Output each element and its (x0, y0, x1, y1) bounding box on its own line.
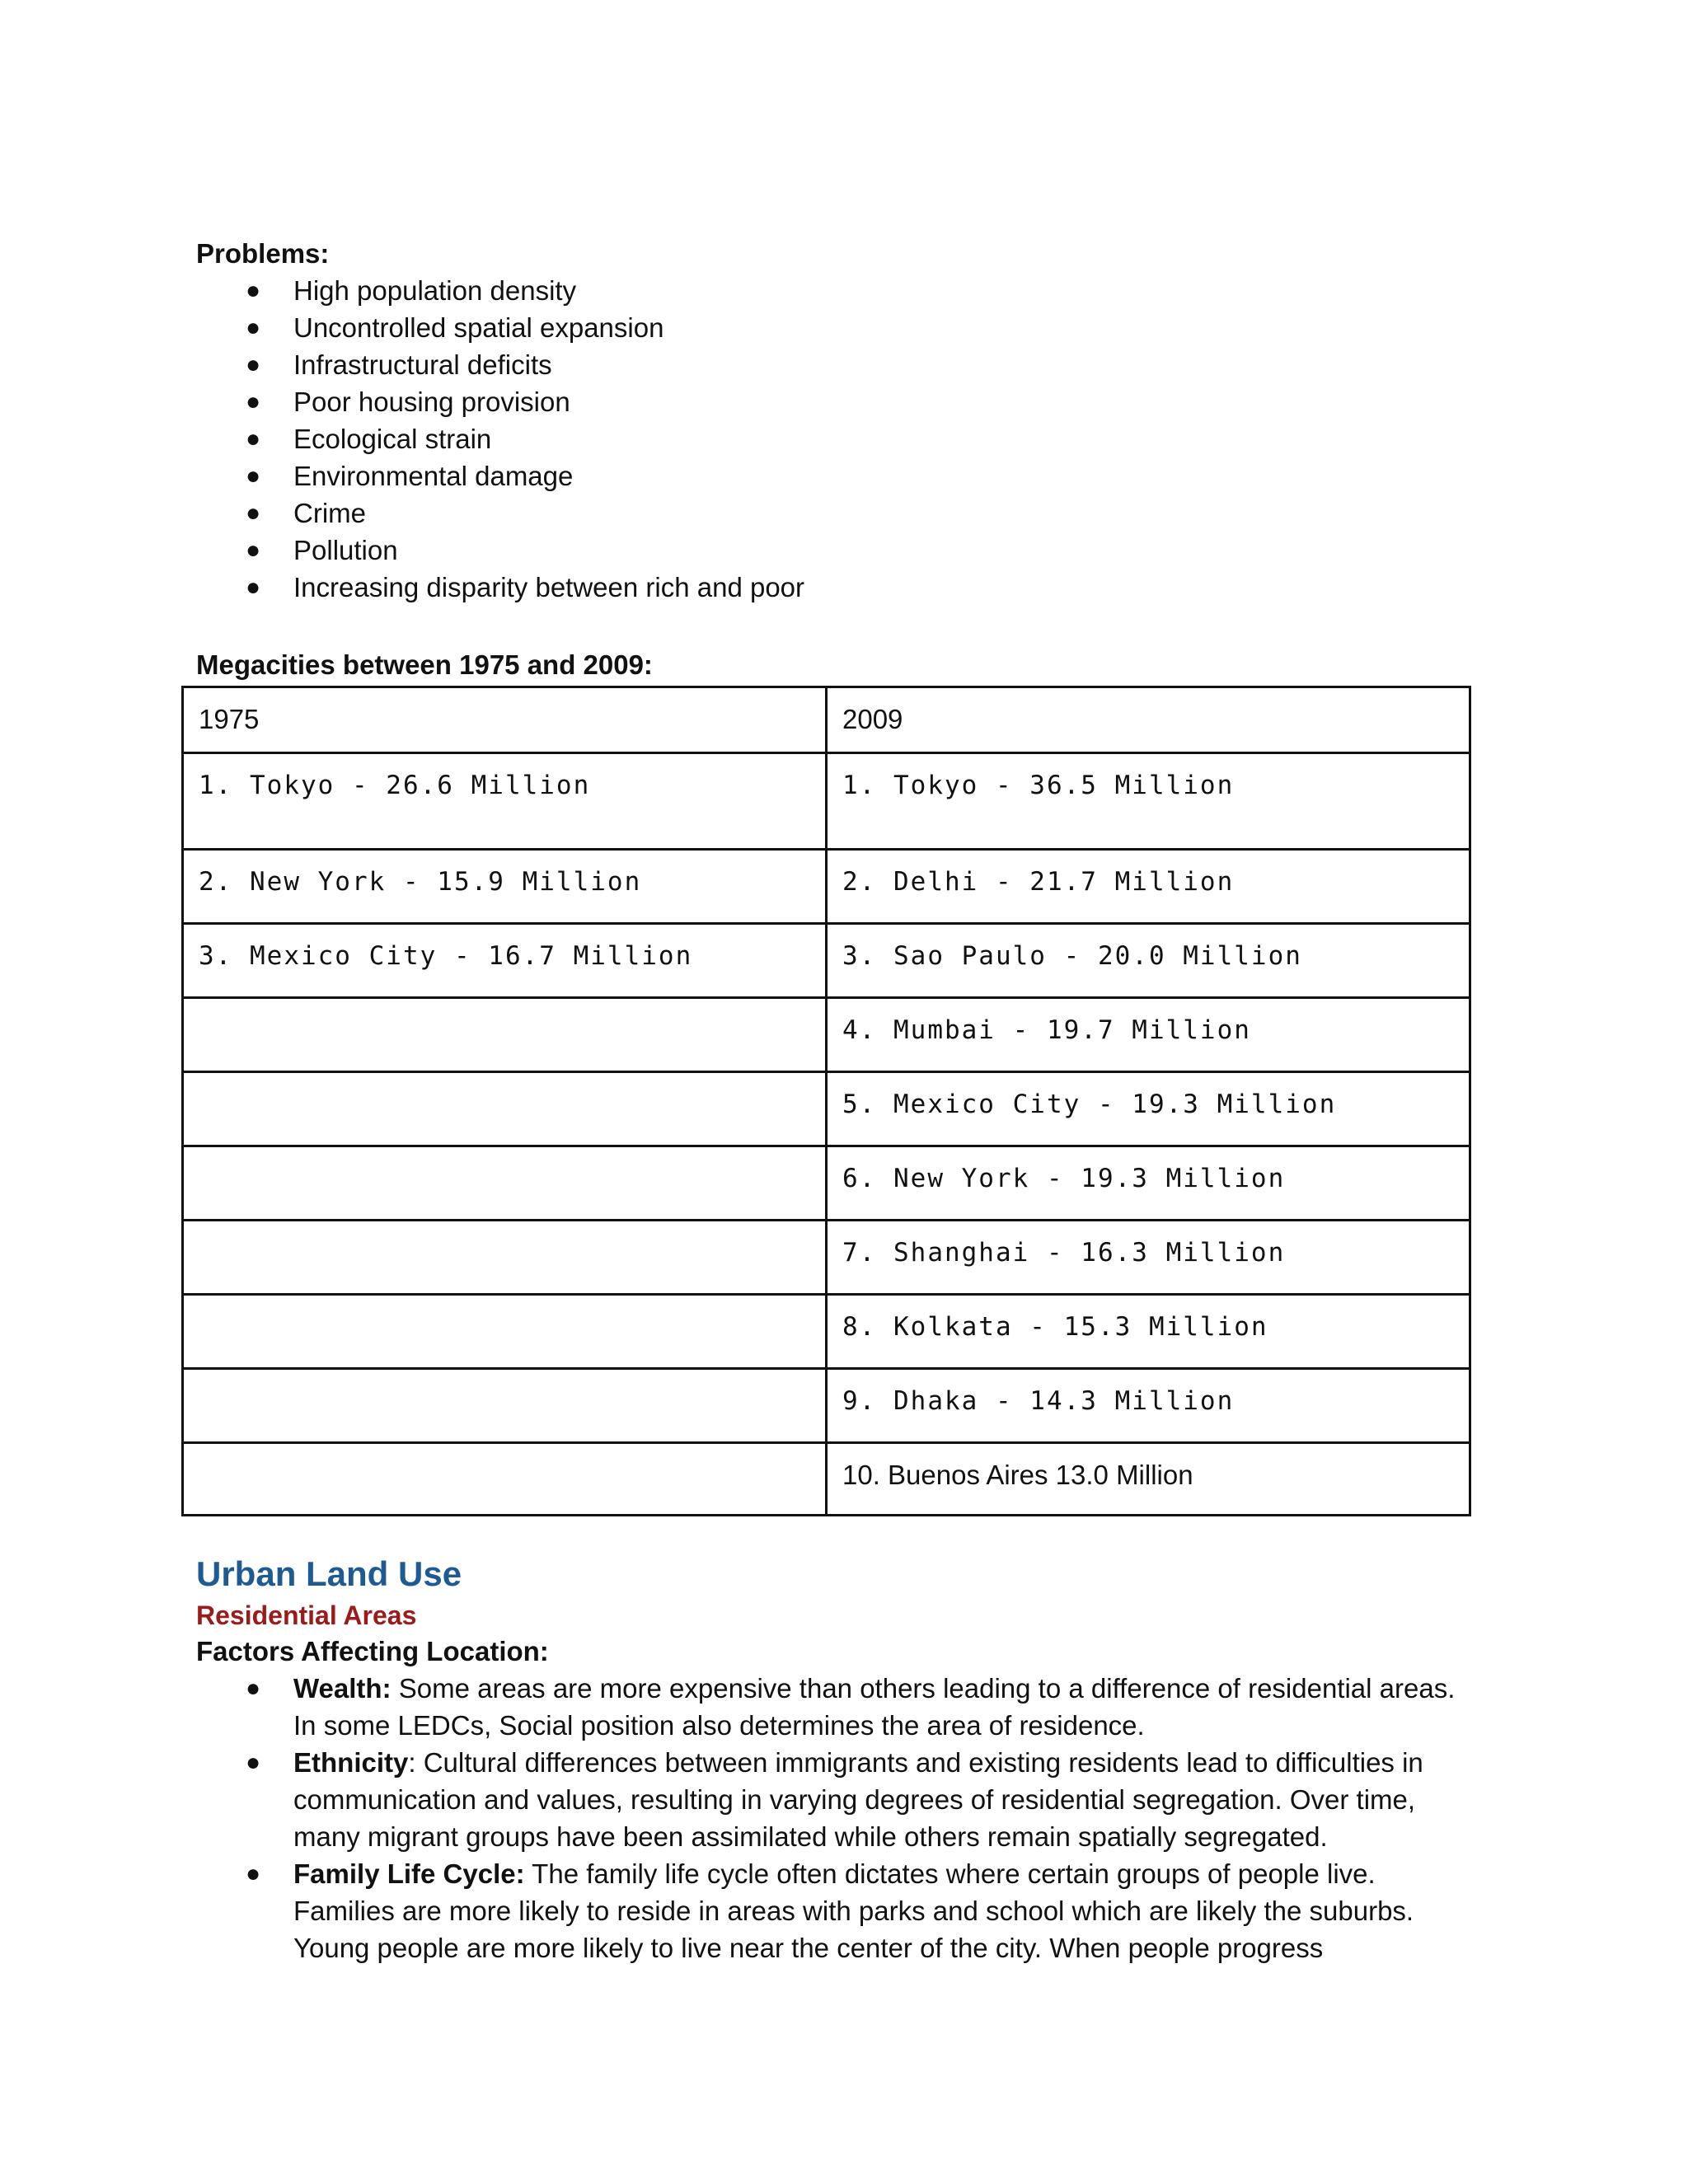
list-item (196, 1855, 1482, 1966)
table-cell-2009: 10. Buenos Aires 13.0 Million (827, 1443, 1470, 1516)
list-item-text: Poor housing provision (293, 387, 570, 417)
table-cell-1975: 3. Mexico City - 16.7 Million (183, 924, 827, 998)
bullet-icon: ● (246, 1675, 261, 1702)
megacities-table (181, 686, 1471, 1516)
table-cell-1975: 2. New York - 15.9 Million (183, 850, 827, 924)
table-row (183, 1443, 1470, 1516)
list-item (196, 420, 1482, 457)
list-item (196, 1744, 1482, 1855)
table-header-row (183, 687, 1470, 753)
column-header-2009: 2009 (827, 687, 1470, 753)
table-cell-1975 (183, 998, 827, 1072)
list-item-text: Infrastructural deficits (293, 349, 552, 380)
list-item-text: Uncontrolled spatial expansion (293, 312, 664, 343)
list-item-text: Environmental damage (293, 461, 574, 491)
table-cell-1975 (183, 1369, 827, 1443)
table-row (183, 1221, 1470, 1295)
list-item (196, 383, 1482, 420)
list-item-text: Increasing disparity between rich and poor (293, 572, 805, 602)
list-item-text: High population density (293, 275, 577, 306)
list-item (196, 346, 1482, 383)
table-row (183, 850, 1470, 924)
table-cell-1975 (183, 1146, 827, 1221)
problems-list (196, 272, 1482, 606)
table-cell-2009: 9. Dhaka - 14.3 Million (827, 1369, 1470, 1443)
table-cell-1975 (183, 1221, 827, 1295)
list-item (196, 309, 1482, 346)
table-cell-2009: 4. Mumbai - 19.7 Million (827, 998, 1470, 1072)
bullet-icon: ● (246, 1860, 261, 1887)
table-row (183, 753, 1470, 850)
factor-term: Family Life Cycle: (293, 1858, 525, 1889)
table-row (183, 924, 1470, 998)
list-item (196, 457, 1482, 494)
factors-list (196, 1670, 1482, 1966)
table-row (183, 1369, 1470, 1443)
list-item (196, 569, 1482, 606)
bullet-icon: ● (246, 388, 261, 415)
bullet-icon: ● (246, 351, 261, 378)
table-cell-1975 (183, 1072, 827, 1146)
bullet-icon: ● (246, 314, 261, 341)
bullet-icon: ● (246, 1749, 261, 1776)
table-cell-1975: 1. Tokyo - 26.6 Million (183, 753, 827, 850)
bullet-icon: ● (246, 277, 261, 304)
megacities-heading: Megacities between 1975 and 2009: (196, 649, 653, 680)
list-item (196, 494, 1482, 532)
table-cell-2009: 3. Sao Paulo - 20.0 Million (827, 924, 1470, 998)
document-content (196, 236, 1482, 1966)
table-row (183, 998, 1470, 1072)
table-cell-1975 (183, 1443, 827, 1516)
bullet-icon: ● (246, 574, 261, 601)
bullet-icon: ● (246, 499, 261, 527)
table-row (183, 1295, 1470, 1369)
list-item-text: Pollution (293, 535, 398, 565)
bullet-icon: ● (246, 425, 261, 452)
section-title: Urban Land Use (196, 1554, 462, 1593)
bullet-icon: ● (246, 462, 261, 490)
column-header-1975: 1975 (183, 687, 827, 753)
table-row (183, 1146, 1470, 1221)
table-cell-2009: 8. Kolkata - 15.3 Million (827, 1295, 1470, 1369)
list-item-text: Ecological strain (293, 424, 492, 454)
table-cell-2009: 6. New York - 19.3 Million (827, 1146, 1470, 1221)
table-cell-2009: 1. Tokyo - 36.5 Million (827, 753, 1470, 850)
bullet-icon: ● (246, 537, 261, 564)
list-item (196, 272, 1482, 309)
factors-heading: Factors Affecting Location: (196, 1636, 549, 1666)
factor-term: Wealth: (293, 1673, 392, 1704)
factor-term: Ethnicity (293, 1747, 409, 1778)
problems-heading: Problems: (196, 238, 330, 269)
table-cell-2009: 7. Shanghai - 16.3 Million (827, 1221, 1470, 1295)
table-cell-2009: 2. Delhi - 21.7 Million (827, 850, 1470, 924)
factor-text: : Cultural differences between immigrants and existing residents lead to difficulties in communication and values, resulting in varying degrees of residential segregation. Over time, many migrant groups have been assimilated while others remain spatially segregated. (293, 1747, 1423, 1852)
table-cell-1975 (183, 1295, 827, 1369)
list-item (196, 1670, 1482, 1744)
factor-text: The family life cycle often dictates where certain groups of people live. Families are more likely to reside in areas with parks and school which are likely the suburbs. Young people are more likely to live near the center of the city. When people progress (293, 1858, 1414, 1963)
table-row (183, 1072, 1470, 1146)
table-cell-2009: 5. Mexico City - 19.3 Million (827, 1072, 1470, 1146)
list-item (196, 532, 1482, 569)
subsection-title: Residential Areas (196, 1601, 417, 1630)
list-item-text: Crime (293, 498, 366, 528)
factor-text: Some areas are more expensive than others leading to a difference of residential areas. In some LEDCs, Social position also determines the area of residence. (293, 1673, 1456, 1741)
